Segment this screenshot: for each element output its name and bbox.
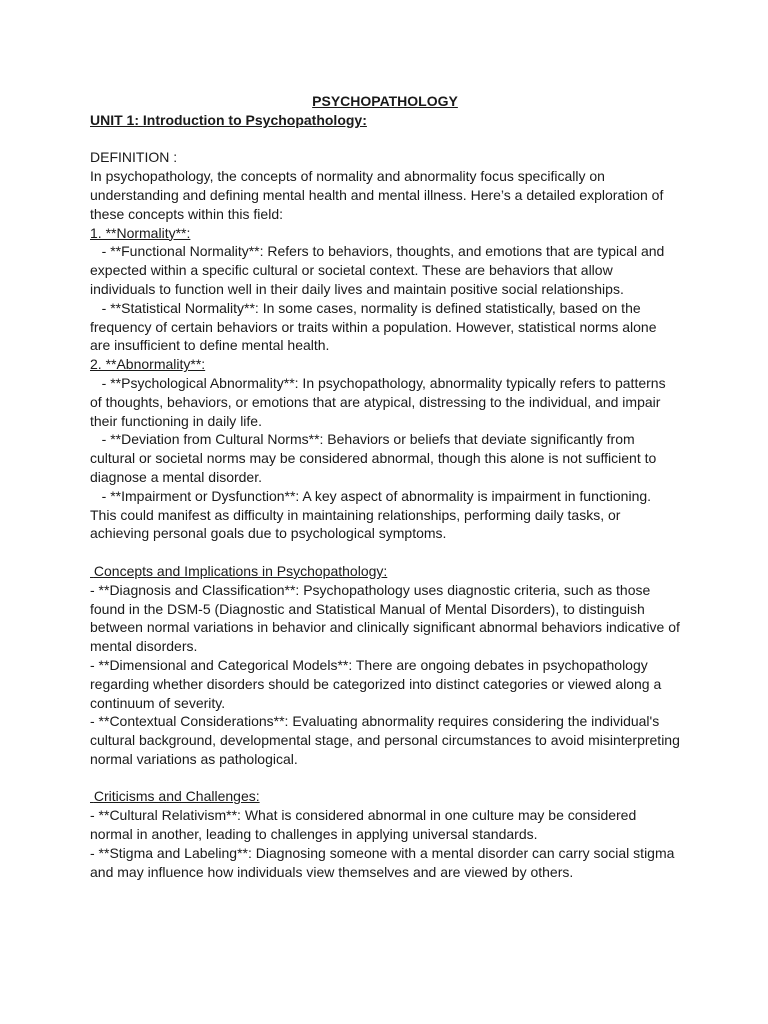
concepts-heading: [90, 562, 680, 581]
abnormality-heading: [90, 355, 680, 374]
concepts-heading-text: Concepts and Implications in Psychopathology:: [90, 562, 388, 579]
intro-paragraph: In psychopathology, the concepts of normality and abnormality focus specifically on understanding and defining mental health and mental illness. Here’s a detailed exploration of these concepts within this field:: [90, 168, 668, 222]
document-page: [90, 92, 684, 881]
statistical-normality-paragraph: - **Statistical Normality**: In some cases, normality is defined statistically, based on the frequency of certain behaviors or traits within a population. However, statistical norms alone are insufficient to define mental health.: [90, 299, 661, 354]
models-paragraph: - **Dimensional and Categorical Models**: There are ongoing debates in psychopathology regarding whether disorders should be categorized into distinct categories or viewed along a continuum of severity.: [90, 656, 666, 711]
spacer: [90, 543, 680, 562]
impairment-paragraph: - **Impairment or Dysfunction**: A key aspect of abnormality is impairment in functioning. This could manifest as difficulty in maintaining relationships, performing daily tasks, or achieving personal goals due to psychological symptoms.: [90, 487, 655, 542]
definition-label: DEFINITION :: [90, 149, 178, 166]
spacer: [90, 130, 680, 149]
contextual-paragraph: - **Contextual Considerations**: Evaluating abnormality requires considering the individual's cultural background, developmental stage, and personal circumstances to avoid misinterpreting normal variations as pathological.: [90, 713, 684, 767]
cultural-relativism-paragraph: - **Cultural Relativism**: What is considered abnormal in one culture may be considered normal in another, leading to challenges in applying universal standards.: [90, 807, 641, 843]
abnormality-heading-text: 2. **Abnormality**:: [90, 356, 206, 373]
cultural-deviation-paragraph: - **Deviation from Cultural Norms**: Behaviors or beliefs that deviate significantly from cultural or societal norms may be considered abnormal, though this alone is not sufficient to diagnose a mental disorder.: [90, 431, 661, 485]
diagnosis-paragraph: - **Diagnosis and Classification**: Psychopathology uses diagnostic criteria, such as those found in the DSM-5 (Diagnostic and Statistical Manual of Mental Disorders), to distinguish between normal variations in behavior and clinically significant abnormal behaviors indicative of mental disorders.: [90, 581, 684, 655]
functional-normality-paragraph: - **Functional Normality**: Refers to behaviors, thoughts, and emotions that are typical and expected within a specific cultural or societal context. These are behaviors that allow individuals to function well in their daily lives and maintain positive social relationships.: [90, 243, 669, 297]
document-title: PSYCHOPATHOLOGY: [312, 93, 458, 109]
spacer: [90, 769, 680, 788]
normality-heading: [90, 224, 680, 243]
stigma-paragraph: - **Stigma and Labeling**: Diagnosing someone with a mental disorder can carry social stigma and may influence how individuals view themselves and are viewed by others.: [90, 844, 679, 880]
psychological-abnormality-paragraph: - **Psychological Abnormality**: In psychopathology, abnormality typically refers to patterns of thoughts, behaviors, or emotions that are atypical, distressing to the individual, and impair their functioning in daily life.: [90, 374, 670, 429]
normality-heading-text: 1. **Normality**:: [90, 224, 191, 241]
criticisms-heading: [90, 787, 680, 806]
unit-heading: UNIT 1: Introduction to Psychopathology:: [90, 111, 367, 128]
criticisms-heading-text: Criticisms and Challenges:: [90, 788, 260, 805]
